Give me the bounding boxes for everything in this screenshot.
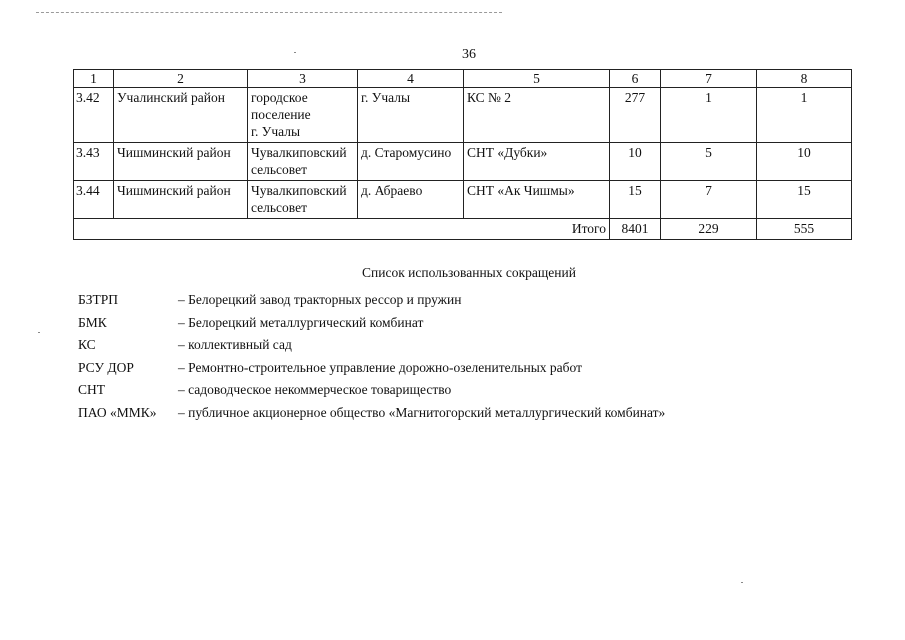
abbreviation-term: БМК	[78, 314, 107, 330]
abbreviations-list	[78, 289, 665, 424]
object-cell: СНТ «Дубки»	[464, 143, 610, 181]
locality-cell: г. Учалы	[358, 88, 464, 143]
settlement-line: поселение	[251, 107, 311, 122]
total-value: 555	[757, 219, 852, 240]
column-header: 3	[248, 70, 358, 88]
list-item	[78, 312, 665, 335]
column-header: 1	[74, 70, 114, 88]
value-cell: 10	[610, 143, 661, 181]
object-cell: КС № 2	[464, 88, 610, 143]
list-item	[78, 357, 665, 380]
data-table	[73, 69, 852, 240]
abbreviation-term: ПАО «ММК»	[78, 404, 157, 420]
settlement-line: Чувалкиповский	[251, 145, 347, 160]
abbreviation-definition: – коллективный сад	[178, 337, 292, 352]
table-header-row	[74, 70, 852, 88]
list-item	[78, 402, 665, 425]
list-item	[78, 379, 665, 402]
scan-speck	[741, 582, 743, 583]
abbreviation-term: РСУ ДОР	[78, 359, 134, 375]
settlement-cell	[248, 88, 358, 143]
value-cell: 5	[661, 143, 757, 181]
abbreviations-title: Список использованных сокращений	[362, 265, 576, 280]
scan-speck	[294, 52, 296, 53]
value-cell: 15	[757, 181, 852, 219]
abbreviation-definition: – Белорецкий завод тракторных рессор и пружин	[178, 292, 462, 307]
object-cell: СНТ «Ак Чишмы»	[464, 181, 610, 219]
total-label: Итого	[74, 219, 610, 240]
scan-artifact-line	[36, 12, 502, 13]
abbreviation-definition: – публичное акционерное общество «Магнитогорский металлургический комбинат»	[178, 404, 666, 420]
value-cell: 10	[757, 143, 852, 181]
row-number: 3.44	[74, 181, 114, 219]
column-header: 8	[757, 70, 852, 88]
settlement-line: Чувалкиповский	[251, 183, 347, 198]
abbreviation-term: СНТ	[78, 382, 105, 397]
settlement-line: г. Учалы	[251, 124, 301, 139]
locality-cell: д. Абраево	[358, 181, 464, 219]
abbreviation-term: КС	[78, 337, 96, 352]
column-header: 5	[464, 70, 610, 88]
table-row	[74, 143, 852, 181]
district-cell: Чишминский район	[114, 143, 248, 181]
list-item	[78, 334, 665, 357]
list-item	[78, 289, 665, 312]
district-cell: Учалинский район	[114, 88, 248, 143]
district-cell: Чишминский район	[114, 181, 248, 219]
abbreviation-definition: – садоводческое некоммерческое товарищество	[178, 382, 452, 397]
row-number: 3.43	[74, 143, 114, 181]
table-row	[74, 181, 852, 219]
row-number: 3.42	[74, 88, 114, 143]
abbreviation-definition: – Белорецкий металлургический комбинат	[178, 314, 424, 330]
column-header: 2	[114, 70, 248, 88]
settlement-line: сельсовет	[251, 200, 307, 215]
settlement-cell	[248, 143, 358, 181]
value-cell: 7	[661, 181, 757, 219]
total-value: 229	[661, 219, 757, 240]
total-value: 8401	[610, 219, 661, 240]
column-header: 6	[610, 70, 661, 88]
value-cell: 277	[610, 88, 661, 143]
settlement-line: сельсовет	[251, 162, 307, 177]
settlement-cell	[248, 181, 358, 219]
scan-speck	[38, 332, 40, 333]
total-row	[74, 219, 852, 240]
value-cell: 15	[610, 181, 661, 219]
column-header: 4	[358, 70, 464, 88]
value-cell: 1	[757, 88, 852, 143]
abbreviation-definition: – Ремонтно-строительное управление дорожно-озеленительных работ	[178, 359, 582, 375]
value-cell: 1	[661, 88, 757, 143]
locality-cell: д. Старомусино	[358, 143, 464, 181]
abbreviation-term: БЗТРП	[78, 292, 119, 307]
page-number: 36	[462, 47, 476, 62]
column-header: 7	[661, 70, 757, 88]
settlement-line: городское	[251, 90, 308, 105]
table-row	[74, 88, 852, 143]
